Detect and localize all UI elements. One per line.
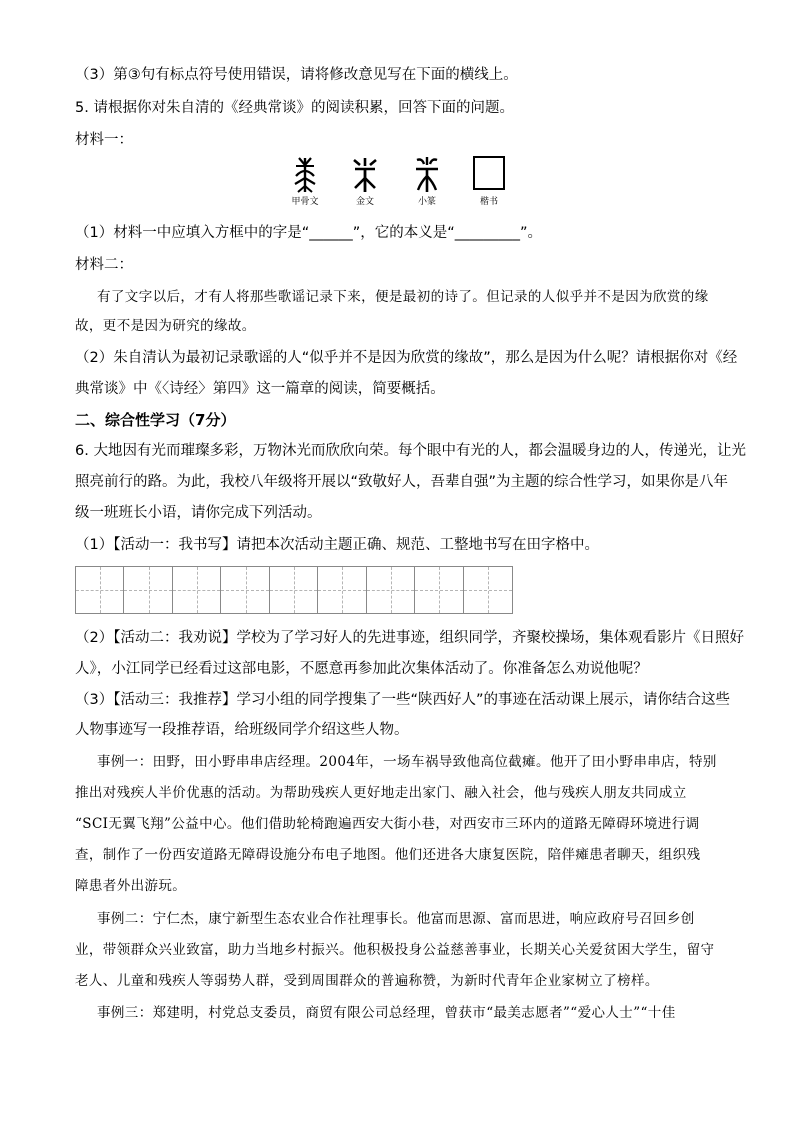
tianzige-cell[interactable] bbox=[318, 567, 366, 613]
example-1-text: 查，制作了一份西安道路无障碍设施分布电子地图。他们还进各大康复医院，陪伴瘫患者聊天，组织残 bbox=[75, 847, 701, 863]
question-5-2: 典常谈》中《〈诗经〉第四》这一篇章的阅读，简要概括。 bbox=[75, 381, 445, 397]
question-6: 照亮前行的路。为此，我校八年级将开展以“致敬好人，吾辈自强”为主题的综合性学习，如果你是八年 bbox=[75, 474, 729, 490]
glyph-label: 甲骨文 bbox=[291, 197, 319, 207]
question-6-3: （3）【活动三：我推荐】学习小组的同学搜集了一些“陕西好人”的事迹在活动课上展示，请你结合这些 bbox=[75, 692, 730, 708]
glyph-label: 小篆 bbox=[417, 197, 436, 207]
question-5-2: （2）朱自清认为最初记录歌谣的人“似乎并不是因为欣赏的缘故”，那么是因为什么呢？请根据你对《经 bbox=[75, 350, 738, 366]
question-6: 级一班班长小语，请你完成下列活动。 bbox=[75, 505, 322, 521]
tianzige-cell[interactable] bbox=[173, 567, 221, 613]
tianzige-cell[interactable] bbox=[221, 567, 269, 613]
question-4-3: （3）第③句有标点符号使用错误，请将修改意见写在下面的横线上。 bbox=[75, 67, 518, 83]
tianzige-guide-line bbox=[439, 567, 440, 613]
glyph-label: 楷书 bbox=[479, 197, 498, 207]
tianzige-writing-grid[interactable] bbox=[75, 566, 513, 614]
tianzige-cell[interactable] bbox=[367, 567, 415, 613]
material-1-label: 材料一： bbox=[75, 132, 133, 148]
tianzige-guide-line bbox=[149, 567, 150, 613]
tianzige-guide-line bbox=[246, 567, 247, 613]
question-6-2: 人》，小江同学已经看过这部电影，不愿意再参加此次集体活动了。你准备怎么劝说他呢？ bbox=[75, 661, 648, 677]
glyph-jinwen bbox=[342, 154, 388, 208]
glyph-kaishu bbox=[466, 154, 512, 208]
material-2-text: 有了文字以后，才有人将那些歌谣记录下来，便是最初的诗了。但记录的人似乎并不是因为欣赏的缘 bbox=[97, 289, 709, 305]
example-1-text: 障患者外出游玩。 bbox=[75, 878, 187, 894]
tianzige-guide-line bbox=[342, 567, 343, 613]
tianzige-cell[interactable] bbox=[270, 567, 318, 613]
tianzige-cell[interactable] bbox=[124, 567, 172, 613]
ancient-script-figure bbox=[282, 154, 512, 214]
tianzige-guide-line bbox=[197, 567, 198, 613]
empty-box-icon bbox=[472, 154, 506, 194]
glyph-xiaozhuan bbox=[404, 154, 450, 208]
section-heading: 二、综合性学习（7分） bbox=[75, 411, 236, 429]
example-1-text: 事例一：田野，田小野串串店经理。2004年，一场车祸导致他高位截瘫。他开了田小野串串店，特别 bbox=[97, 754, 717, 770]
question-6-1: （1）【活动一：我书写】请把本次活动主题正确、规范、工整地书写在田字格中。 bbox=[75, 537, 599, 553]
question-6: 6. 大地因有光而璀璨多彩，万物沐光而欣欣向荣。每个眼中有光的人，都会温暖身边的人，传递光，让光 bbox=[75, 443, 746, 459]
question-6-3: 人物事迹写一段推荐语，给班级同学介绍这些人物。 bbox=[75, 722, 409, 738]
tianzige-cell[interactable] bbox=[415, 567, 463, 613]
example-3-text: 事例三：郑建明，村党总支委员，商贸有限公司总经理，曾获市“最美志愿者”“爱心人士”“十佳 bbox=[97, 1005, 676, 1021]
xiaozhuan-cai-icon bbox=[412, 154, 442, 194]
question-6-2: （2）【活动二：我劝说】学校为了学习好人的先进事迹，组织同学，齐聚校操场，集体观看影片《日照好 bbox=[75, 630, 744, 646]
tianzige-cell[interactable] bbox=[76, 567, 124, 613]
question-5: 5. 请根据你对朱自清的《经典常谈》的阅读积累，回答下面的问题。 bbox=[75, 100, 514, 116]
example-2-text: 老人、儿童和残疾人等弱势人群，受到周围群众的普遍称赞，为新时代青年企业家树立了榜样。 bbox=[75, 973, 659, 989]
example-1-text: 推出对残疾人半价优惠的活动。为帮助残疾人更好地走出家门、融入社会，他与残疾人朋友共同成立 bbox=[75, 785, 687, 801]
tianzige-guide-line bbox=[100, 567, 101, 613]
jinwen-cai-icon bbox=[350, 154, 380, 194]
example-1-text: “SCI无翼飞翔”公益中心。他们借助轮椅跑遍西安大街小巷，对西安市三环内的道路无障碍环境进行调 bbox=[75, 816, 700, 832]
material-2-label: 材料二： bbox=[75, 257, 133, 273]
example-2-text: 事例二：宁仁杰，康宁新型生态农业合作社理事长。他富而思源、富而思进，响应政府号召回乡创 bbox=[97, 911, 695, 927]
glyph-label: 金文 bbox=[355, 197, 374, 207]
glyph-jiaguwen bbox=[282, 154, 328, 208]
tianzige-guide-line bbox=[294, 567, 295, 613]
tianzige-cell[interactable] bbox=[464, 567, 512, 613]
question-5-1: （1）材料一中应填入方框中的字是“______”，它的本义是“_________”。 bbox=[75, 225, 543, 241]
tianzige-guide-line bbox=[488, 567, 489, 613]
material-2-text: 故，更不是因为研究的缘故。 bbox=[75, 318, 256, 334]
example-2-text: 业，带领群众兴业致富，助力当地乡村振兴。他积极投身公益慈善事业，长期关心关爱贫困大学生，留守 bbox=[75, 942, 715, 958]
jiaguwen-cai-icon bbox=[290, 154, 320, 194]
tianzige-guide-line bbox=[391, 567, 392, 613]
